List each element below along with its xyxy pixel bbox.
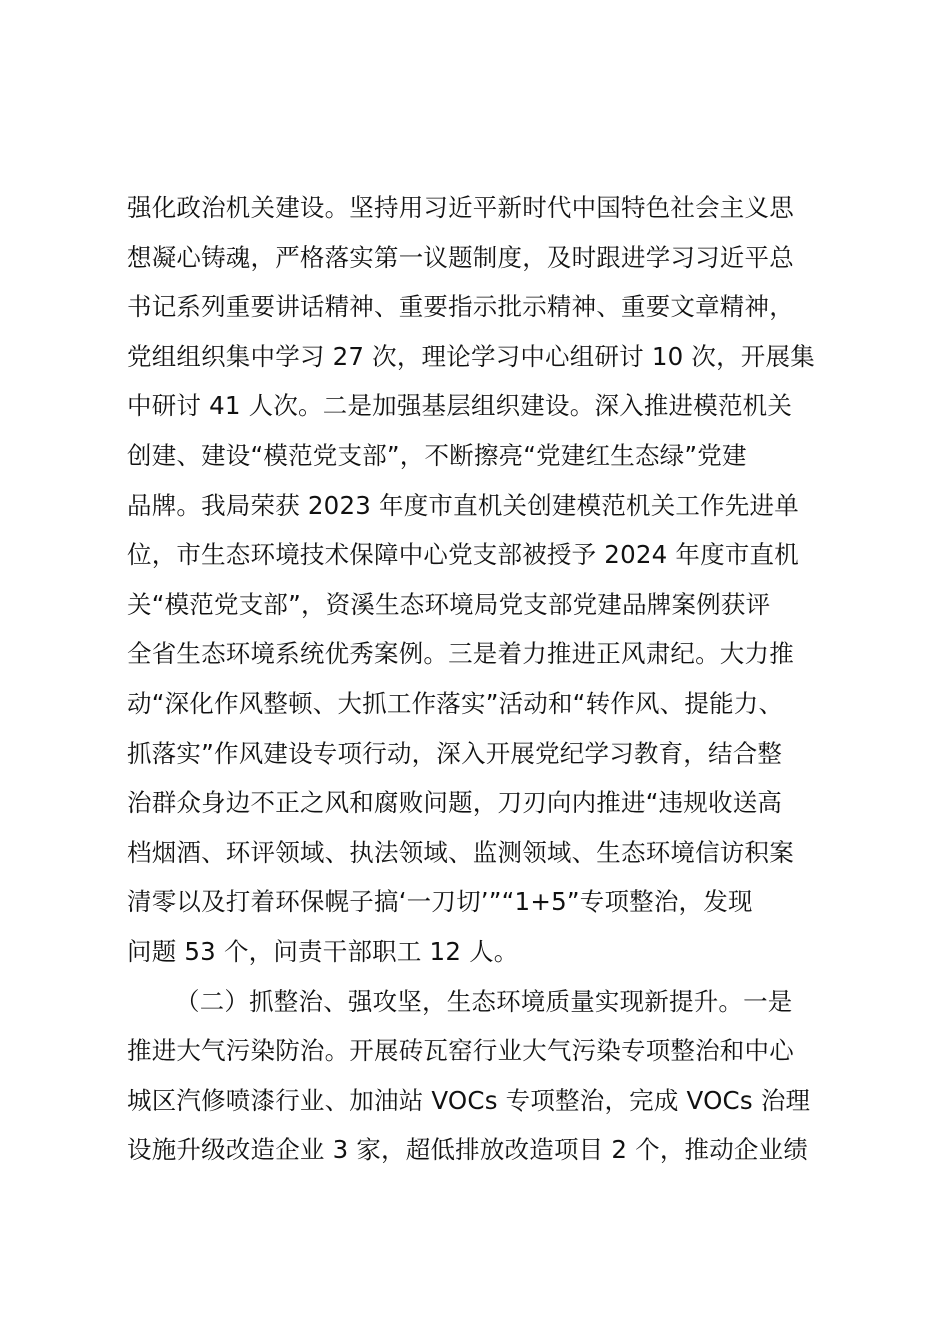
text-line: 品牌。我局荣获 2023 年度市直机关创建模范机关工作先进单 xyxy=(127,490,799,520)
text-line: 全省生态环境系统优秀案例。三是着力推进正风肃纪。大力推 xyxy=(127,639,794,669)
text-line: 推进大气污染防治。开展砖瓦窑行业大气污染专项整治和中心 xyxy=(127,1036,794,1066)
text-line: 党组组织集中学习 27 次，理论学习中心组研讨 10 次，开展集 xyxy=(127,341,815,371)
text-line: 治群众身边不正之风和腐败问题，刀刃向内推进“违规收送高 xyxy=(127,788,783,818)
text-line: 设施升级改造企业 3 家，超低排放改造项目 2 个，推动企业绩 xyxy=(127,1135,809,1165)
text-line: 城区汽修喷漆行业、加油站 VOCs 专项整治，完成 VOCs 治理 xyxy=(127,1085,811,1115)
text-line: 创建、建设“模范党支部”，不断擦亮“党建红生态绿”党建 xyxy=(127,440,747,470)
text-line: 书记系列重要讲话精神、重要指示批示精神、重要文章精神， xyxy=(127,292,794,322)
text-line: 档烟酒、环评领域、执法领域、监测领域、生态环境信访积案 xyxy=(127,837,794,867)
text-line: 抓落实”作风建设专项行动，深入开展党纪学习教育，结合整 xyxy=(127,738,783,768)
text-line: 中研讨 41 人次。二是加强基层组织建设。深入推进模范机关 xyxy=(127,391,793,421)
section-heading-line: （二）抓整治、强攻坚，生态环境质量实现新提升。一是 xyxy=(175,986,793,1016)
text-line: 清零以及打着环保幌子搞‘一刀切’”“1+5”专项整治，发现 xyxy=(127,887,753,917)
text-line: 关“模范党支部”，资溪生态环境局党支部党建品牌案例获评 xyxy=(127,589,771,619)
text-line: 问题 53 个，问责干部职工 12 人。 xyxy=(127,936,519,966)
text-line: 动“深化作风整顿、大抓工作落实”活动和“转作风、提能力、 xyxy=(127,688,784,718)
document-body xyxy=(127,183,847,1175)
text-line: 想凝心铸魂，严格落实第一议题制度，及时跟进学习习近平总 xyxy=(127,242,794,272)
text-line: 强化政治机关建设。坚持用习近平新时代中国特色社会主义思 xyxy=(127,193,794,222)
text-line: 位，市生态环境技术保障中心党支部被授予 2024 年度市直机 xyxy=(127,540,799,570)
